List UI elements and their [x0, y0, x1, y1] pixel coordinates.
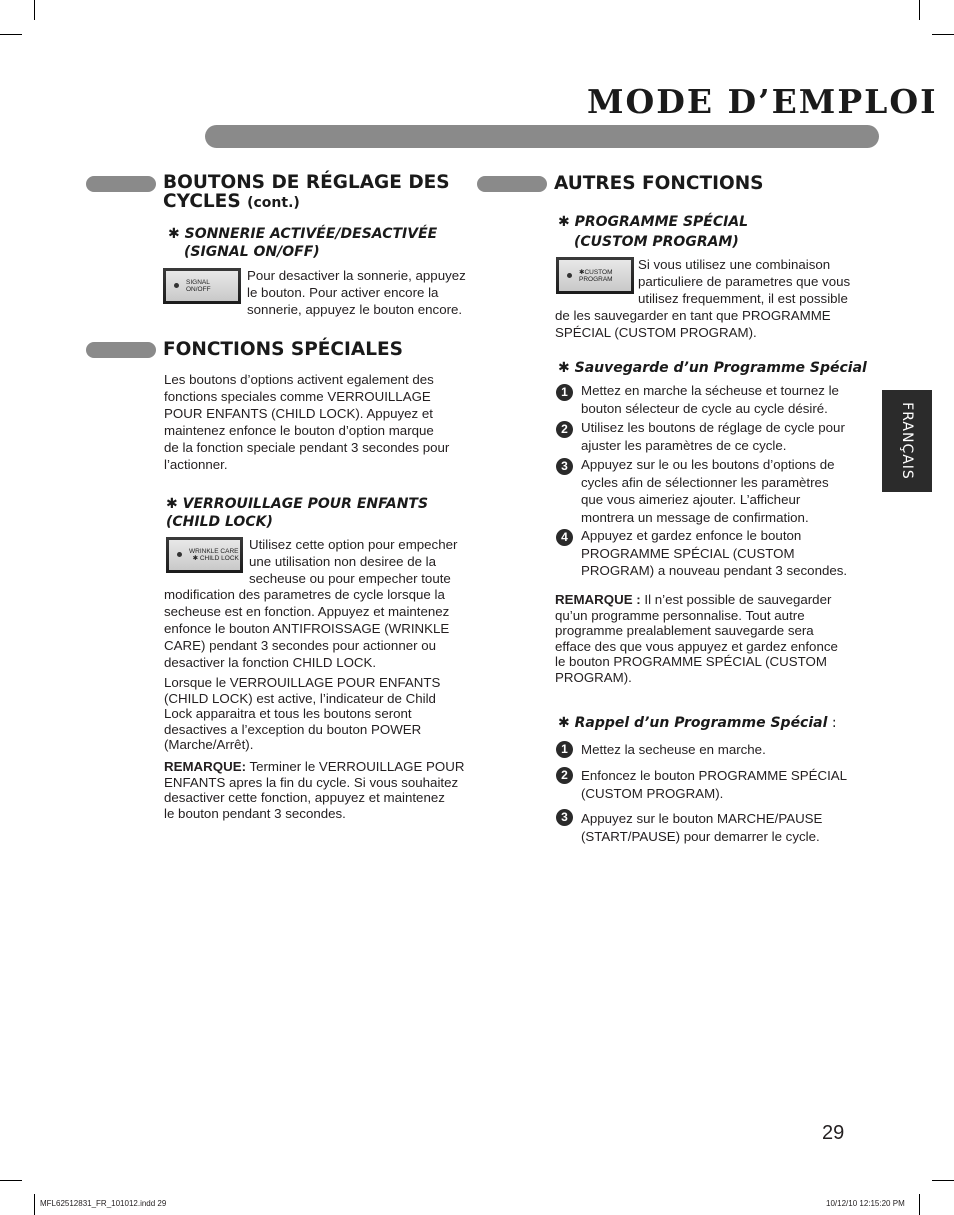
crop-mark [34, 0, 35, 20]
subsection-title-recall: ✱ Rappel d’un Programme Spécial : [558, 715, 837, 731]
section-marker [86, 176, 156, 192]
footer-file-info: MFL62512831_FR_101012.indd 29 [40, 1199, 167, 1208]
step-number: 1 [556, 741, 573, 758]
crop-mark [0, 1180, 22, 1181]
page-number: 29 [822, 1122, 845, 1144]
section-title-special-functions: FONCTIONS SPÉCIALES [163, 339, 403, 360]
save-step: 3 Appuyez sur le ou les boutons d’options de cycles afin de sélectionner les paramètres que vous aimeriez ajouter. L’afficheur montrera un message de confirmation. [556, 456, 876, 527]
section-title-other-functions: AUTRES FONCTIONS [554, 173, 764, 194]
button-label: ✱CUSTOM PROGRAM [579, 268, 613, 283]
step-number: 3 [556, 458, 573, 475]
custom-program-note: REMARQUE : Il n’est possible de sauvegarder qu’un programme personnalise. Tout autre programme prealablement sauvegarde sera efface des que vous appuyez et gardez enfonce le bouton PROGRAMME SPÉCIAL (CUSTOM PROGRAM). [555, 592, 838, 685]
save-step: 4 Appuyez et gardez enfonce le bouton PROGRAMME SPÉCIAL (CUSTOM PROGRAM) a nouveau pendant 3 secondes. [556, 527, 876, 581]
child-lock-text-wrap: Utilisez cette option pour empecher une utilisation non desiree de la secheuse ou pour empecher toute [249, 537, 458, 586]
crop-mark [34, 1194, 35, 1215]
subsection-title-custom-program: ✱ PROGRAMME SPÉCIAL (CUSTOM PROGRAM) [558, 214, 749, 250]
child-lock-button-image [166, 537, 243, 573]
footer-timestamp: 10/12/10 12:15:20 PM [826, 1199, 905, 1208]
button-label: SIGNAL ON/OFF [186, 279, 211, 293]
special-functions-intro: Les boutons d’options activent egalement des fonctions speciales comme VERROUILLAGE POUR ENFANTS (CHILD LOCK). Appuyez et maintenez enfonce le bouton d’option marque de la fonction speciale pendant 3 secondes pour l’actionner. [164, 372, 450, 472]
signal-button-image [163, 268, 241, 304]
button-label: WRINKLE CARE ✱ CHILD LOCK [189, 548, 239, 562]
child-lock-text: modification des parametres de cycle lorsque la secheuse est en fonction. Appuyez et maintenez enfonce le bouton ANTIFROISSAGE (WRINKLE CARE) pendant 3 secondes pour actionner ou desactiver la fonction CHILD LOCK. [164, 587, 450, 670]
crop-mark [0, 34, 22, 35]
recall-step: 3 Appuyez sur le bouton MARCHE/PAUSE (START/PAUSE) pour demarrer le cycle. [556, 809, 876, 849]
save-step: 2 Utilisez les boutons de réglage de cycle pour ajuster les paramètres de ce cycle. [556, 419, 876, 456]
save-step: 1 Mettez en marche la sécheuse et tournez le bouton sélecteur de cycle au cycle désiré. [556, 382, 876, 419]
step-number: 2 [556, 767, 573, 784]
indicator-dot-icon [177, 552, 182, 557]
section-marker [477, 176, 547, 192]
step-number: 4 [556, 529, 573, 546]
step-number: 1 [556, 384, 573, 401]
custom-program-button-image [556, 257, 634, 294]
header-bar [205, 125, 879, 148]
signal-description: Pour desactiver la sonnerie, appuyez le bouton. Pour activer encore la sonnerie, appuyez le bouton encore. [247, 268, 466, 317]
custom-program-text-wrap: Si vous utilisez une combinaison particuliere de parametres que vous utilisez frequemment, il est possible [638, 257, 851, 306]
custom-program-text: de les sauvegarder en tant que PROGRAMME SPÉCIAL (CUSTOM PROGRAM). [555, 308, 831, 340]
crop-mark [932, 34, 954, 35]
save-steps-list [556, 382, 876, 581]
indicator-dot-icon [567, 273, 572, 278]
crop-mark [932, 1180, 954, 1181]
recall-step: 1 Mettez la secheuse en marche. [556, 741, 876, 767]
child-lock-active-text: Lorsque le VERROUILLAGE POUR ENFANTS (CHILD LOCK) est active, l’indicateur de Child Lock apparaitra et tous les boutons seront desactives a l’exception du bouton POWER (Marche/Arrêt). [164, 675, 441, 752]
subsection-title-child-lock: ✱ VERROUILLAGE POUR ENFANTS (CHILD LOCK) [166, 496, 429, 530]
indicator-dot-icon [174, 283, 179, 288]
section-marker [86, 342, 156, 358]
recall-step: 2 Enfoncez le bouton PROGRAMME SPÉCIAL (CUSTOM PROGRAM). [556, 767, 876, 809]
page-title: MODE D’EMPLOI [587, 82, 938, 121]
section-title-cycle-buttons: BOUTONS DE RÉGLAGE DES CYCLES (cont.) [163, 172, 450, 212]
subsection-title-signal: ✱ SONNERIE ACTIVÉE/DESACTIVÉE (SIGNAL ON/OFF) [168, 226, 438, 260]
step-number: 2 [556, 421, 573, 438]
language-tab-label: FRANÇAIS [899, 402, 915, 480]
crop-mark [919, 0, 920, 20]
recall-steps-list [556, 741, 876, 849]
subsection-title-save: ✱ Sauvegarde d’un Programme Spécial [558, 360, 867, 376]
language-tab [882, 390, 932, 492]
child-lock-note: REMARQUE: Terminer le VERROUILLAGE POUR ENFANTS apres la fin du cycle. Si vous souhaitez desactiver cette fonction, appuyez et maintenez le bouton pendant 3 secondes. [164, 759, 465, 821]
step-number: 3 [556, 809, 573, 826]
crop-mark [919, 1194, 920, 1215]
